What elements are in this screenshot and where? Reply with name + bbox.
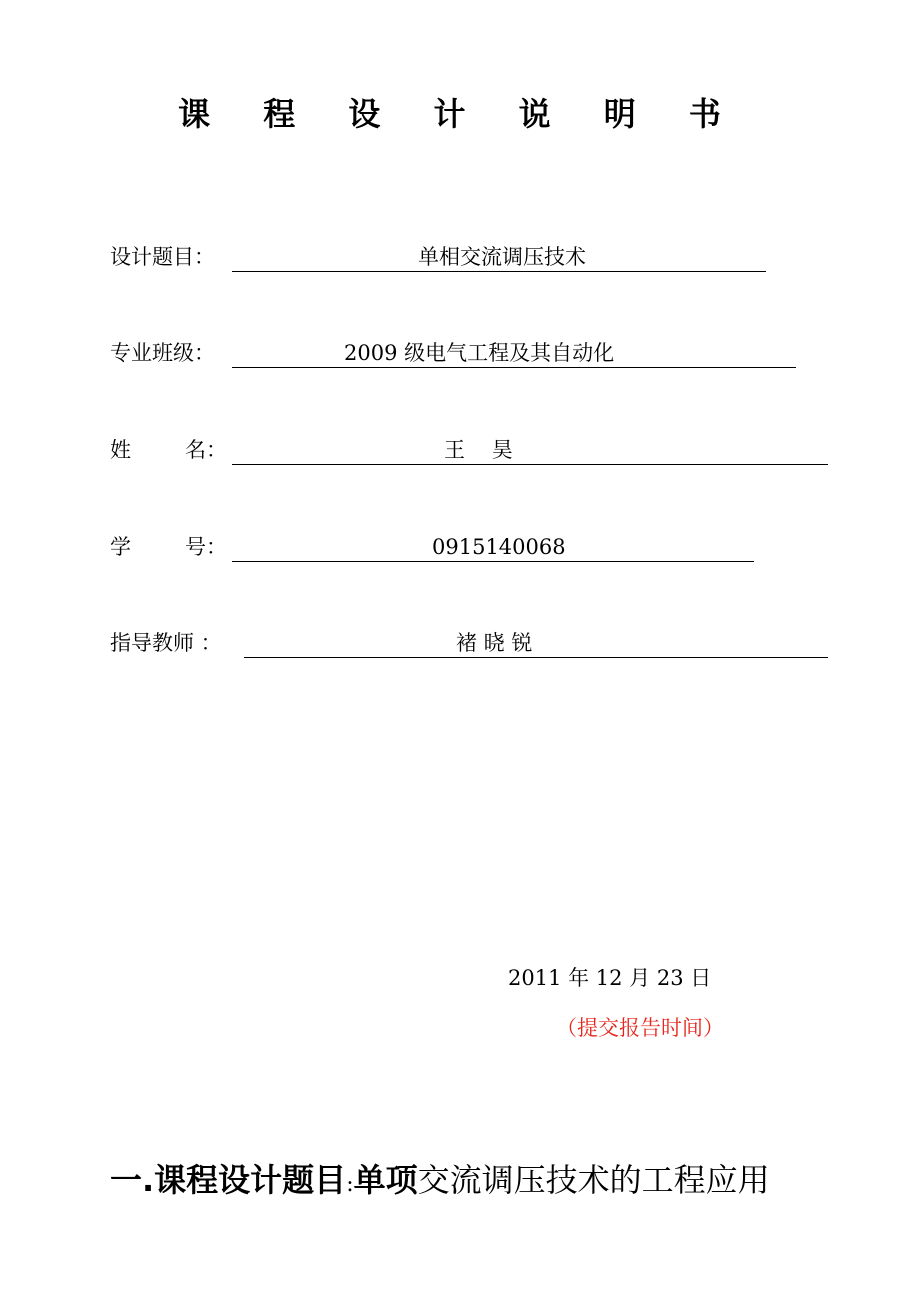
field-student-id-line bbox=[232, 531, 754, 562]
field-topic-label: 设计题目： bbox=[110, 245, 215, 269]
field-name-value: 王 昊 bbox=[444, 438, 513, 462]
field-major-line bbox=[232, 337, 796, 368]
field-major-value: 2009 级电气工程及其自动化 bbox=[344, 341, 615, 365]
field-advisor-label: 指导教师 ： bbox=[110, 631, 222, 655]
field-advisor-value: 褚 晓 锐 bbox=[456, 631, 533, 655]
field-name-line bbox=[232, 434, 828, 465]
section-title-rest: 交流调压技术的工程应用 bbox=[417, 1161, 770, 1199]
field-major-label: 专业班级： bbox=[110, 341, 215, 365]
section-heading bbox=[110, 1158, 770, 1207]
field-student-id-label-1: 学 bbox=[110, 535, 131, 559]
section-number: 一. bbox=[110, 1161, 155, 1199]
field-student-id bbox=[110, 531, 760, 563]
submission-date: 2011 年 12 月 23 日 bbox=[508, 966, 712, 990]
field-name-label-1: 姓 bbox=[110, 438, 131, 462]
field-name-label-2: 名： bbox=[185, 438, 227, 462]
submission-date-note: （提交报告时间） bbox=[556, 1016, 724, 1040]
field-major bbox=[110, 337, 800, 369]
field-topic-value: 单相交流调压技术 bbox=[418, 245, 586, 269]
section-label: 课程设计题目 bbox=[154, 1161, 347, 1199]
section-label-2: 单项 bbox=[353, 1161, 418, 1199]
document-title: 课 程 设 计 说 明 书 bbox=[178, 95, 742, 133]
field-name bbox=[110, 434, 830, 466]
field-advisor bbox=[110, 627, 830, 659]
field-topic bbox=[110, 241, 770, 273]
field-student-id-label-2: 号： bbox=[185, 535, 227, 559]
field-student-id-value: 0915140068 bbox=[432, 535, 566, 559]
section-colon: : bbox=[346, 1172, 354, 1197]
field-topic-line bbox=[232, 241, 766, 272]
field-advisor-line bbox=[244, 627, 828, 658]
